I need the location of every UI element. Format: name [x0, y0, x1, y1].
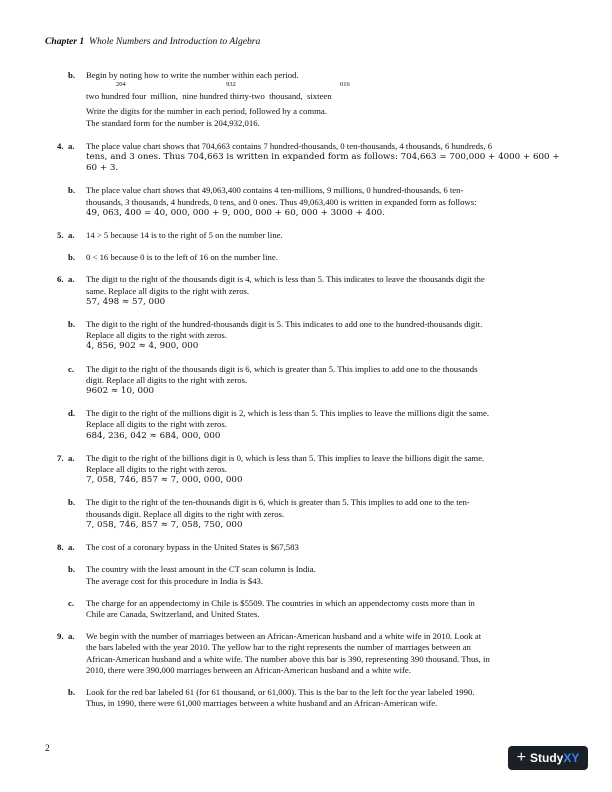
chapter-label: Chapter 1 — [45, 36, 85, 47]
item-line: The charge for an appendectomy in Chile is $5509. The countries in which an appendectomy costs more than in — [86, 597, 475, 608]
item-line: The digit to the right of the thousands digit is 4, which is less than 5. This indicates to leave the thousands digit the — [86, 274, 485, 285]
solution-item — [0, 564, 612, 586]
item-letter: a. — [68, 230, 75, 241]
solution-items — [0, 141, 612, 710]
solution-item — [0, 252, 612, 263]
item-line: same. Replace all digits to the right with zeros. — [86, 285, 250, 296]
item-line: The digit to the right of the thousands digit is 6, which is greater than 5. This implies to add one to the thousands — [86, 363, 478, 374]
item-letter: b. — [68, 252, 76, 263]
item-number: 8. — [57, 542, 64, 553]
item-text — [86, 252, 566, 263]
item-letter: a. — [68, 140, 75, 151]
item-line: 4, 856, 902 ≈ 4, 900, 000 — [86, 341, 199, 352]
item-letter: b. — [68, 319, 76, 330]
item-line: 9602 ≈ 10, 000 — [86, 386, 155, 397]
item-line: The digit to the right of the billions digit is 0, which is less than 5. This implies to leave the billions digit the same. — [86, 452, 485, 463]
period-number: 932 — [226, 81, 236, 89]
item-text — [86, 141, 566, 175]
item-line: 0 < 16 because 0 is to the left of 16 on the number line. — [86, 252, 278, 263]
solution-item — [0, 319, 612, 353]
item-text — [86, 274, 566, 308]
item-line: Look for the red bar labeled 61 (for 61 thousand, or 61,000). This is the bar to the left for the year labeled 1990. — [86, 686, 475, 697]
solution-item — [0, 185, 612, 219]
chapter-title: Whole Numbers and Introduction to Algebra — [88, 36, 261, 47]
item-number: 6. — [57, 274, 64, 285]
item-line: We begin with the number of marriages between an African-American husband and a white wife in 2010. Look at — [86, 631, 482, 642]
item-number: 7. — [57, 452, 64, 463]
item-line: Replace all digits to the right with zeros. — [86, 330, 227, 341]
item-line: The place value chart shows that 704,663 contains 7 hundred-thousands, 0 ten-thousands, 4 thousands, 6 hundreds, 6 — [86, 140, 493, 151]
item-letter: a. — [68, 542, 75, 553]
item-text — [86, 185, 566, 219]
logo-brand: Study — [529, 751, 564, 765]
item-letter: b. — [68, 497, 76, 508]
item-text — [86, 408, 566, 442]
period-number: 016 — [340, 81, 350, 89]
period-number: 204 — [116, 81, 126, 89]
solution-item — [0, 598, 612, 620]
item-line: Replace all digits to the right with zeros. — [86, 419, 227, 430]
solution-item — [0, 687, 612, 709]
solution-item — [0, 542, 612, 553]
item-line: The country with the least amount in the CT scan column is India. — [86, 564, 316, 575]
item-letter: b. — [68, 686, 76, 697]
item-line: The digit to the right of the hundred-thousands digit is 5. This indicates to add one to the hundred-thousands digit. — [86, 319, 483, 330]
item-number: 4. — [57, 140, 64, 151]
item-letter: b. — [68, 185, 76, 196]
item-line: tens, and 3 ones. Thus 704,663 is written in expanded form as follows: 704,663 = 700,000 + 4000 + 600 + 60 + 3. — [86, 152, 560, 174]
item-1b-intro: Begin by noting how to write the number within each period. — [86, 70, 299, 80]
solution-item — [0, 497, 612, 531]
item-line: 2010, there were 390,000 marriages between an African-American husband and a white wife. — [86, 664, 411, 675]
item-letter: c. — [68, 597, 75, 608]
item-text — [86, 497, 566, 531]
page-header — [45, 36, 260, 47]
period-numbers — [86, 81, 612, 91]
item-text — [86, 687, 566, 709]
item-letter: a. — [68, 631, 75, 642]
item-line: 7, 058, 746, 857 ≈ 7, 058, 750, 000 — [86, 519, 243, 530]
item-line: The digit to the right of the ten-thousands digit is 6, which is greater than 5. This implies to add one to the ten- — [86, 497, 470, 508]
item-1b — [0, 70, 612, 81]
solution-item — [0, 631, 612, 676]
solution-item — [0, 274, 612, 308]
item-text — [86, 230, 566, 241]
item-text — [86, 453, 566, 487]
item-letter: c. — [68, 363, 75, 374]
item-letter: b. — [68, 564, 76, 575]
item-letter: a. — [68, 452, 75, 463]
solution-item — [0, 230, 612, 241]
item-line: digit. Replace all digits to the right with zeros. — [86, 374, 248, 385]
logo-brand-accent: XY — [563, 751, 580, 765]
item-letter: b. — [68, 70, 76, 80]
plus-icon: + — [516, 749, 526, 766]
item-line: Thus, in 1990, there were 61,000 marriages between a white husband and an African-American wife. — [86, 698, 438, 709]
item-line: thousands digit. Replace all digits to the right with zeros. — [86, 508, 285, 519]
item-line: 49, 063, 400 = 40, 000, 000 + 9, 000, 000 + 60, 000 + 3000 + 400. — [86, 207, 385, 218]
item-text — [86, 364, 566, 398]
item-line: 7, 058, 746, 857 ≈ 7, 000, 000, 000 — [86, 475, 243, 486]
studyxy-logo — [508, 746, 588, 770]
item-1b-line: The standard form for the number is 204,932,016. — [86, 117, 260, 128]
solution-item — [0, 453, 612, 487]
item-line: Chile are Canada, Switzerland, and United States. — [86, 608, 260, 619]
item-line: 57, 498 ≈ 57, 000 — [86, 296, 166, 307]
item-text — [86, 631, 566, 676]
item-text — [86, 319, 566, 353]
page-number: 2 — [45, 744, 50, 754]
item-line: 14 > 5 because 14 is to the right of 5 on the number line. — [86, 230, 283, 241]
item-letter: d. — [68, 408, 76, 419]
item-line: Replace all digits to the right with zeros. — [86, 464, 227, 475]
solution-item — [0, 408, 612, 442]
item-line: The digit to the right of the millions digit is 2, which is less than 5. This implies to leave the millions digit the same. — [86, 408, 490, 419]
solution-item — [0, 141, 612, 175]
period-words: two hundred four million, nine hundred thirty-two thousand, sixteen — [86, 91, 332, 102]
item-line: The average cost for this procedure in India is $43. — [86, 575, 264, 586]
solution-item — [0, 364, 612, 398]
solutions-content — [0, 70, 612, 709]
item-line: The cost of a coronary bypass in the United States is $67,583 — [86, 542, 299, 553]
item-text — [86, 564, 566, 586]
item-text — [86, 542, 566, 553]
item-line: The place value chart shows that 49,063,400 contains 4 ten-millions, 9 millions, 0 hundred-thousands, 6 ten- — [86, 185, 464, 196]
item-number: 5. — [57, 230, 64, 241]
item-line: the bars labeled with the year 2010. The yellow bar to the right represents the number of marriages between an — [86, 642, 471, 653]
item-text — [86, 598, 566, 620]
item-line: 684, 236, 042 ≈ 684, 000, 000 — [86, 430, 221, 441]
item-number: 9. — [57, 631, 64, 642]
item-1b-line: Write the digits for the number in each period, followed by a comma. — [86, 106, 327, 117]
item-line: African-American husband and a white wife. The number above this bar is 390, representing 390 thousand. Thus, in — [86, 653, 490, 664]
item-line: thousands, 3 thousands, 4 hundreds, 0 tens, and 0 ones. Thus 49,063,400 is written in expanded form as follows: — [86, 196, 477, 207]
item-letter: a. — [68, 274, 75, 285]
